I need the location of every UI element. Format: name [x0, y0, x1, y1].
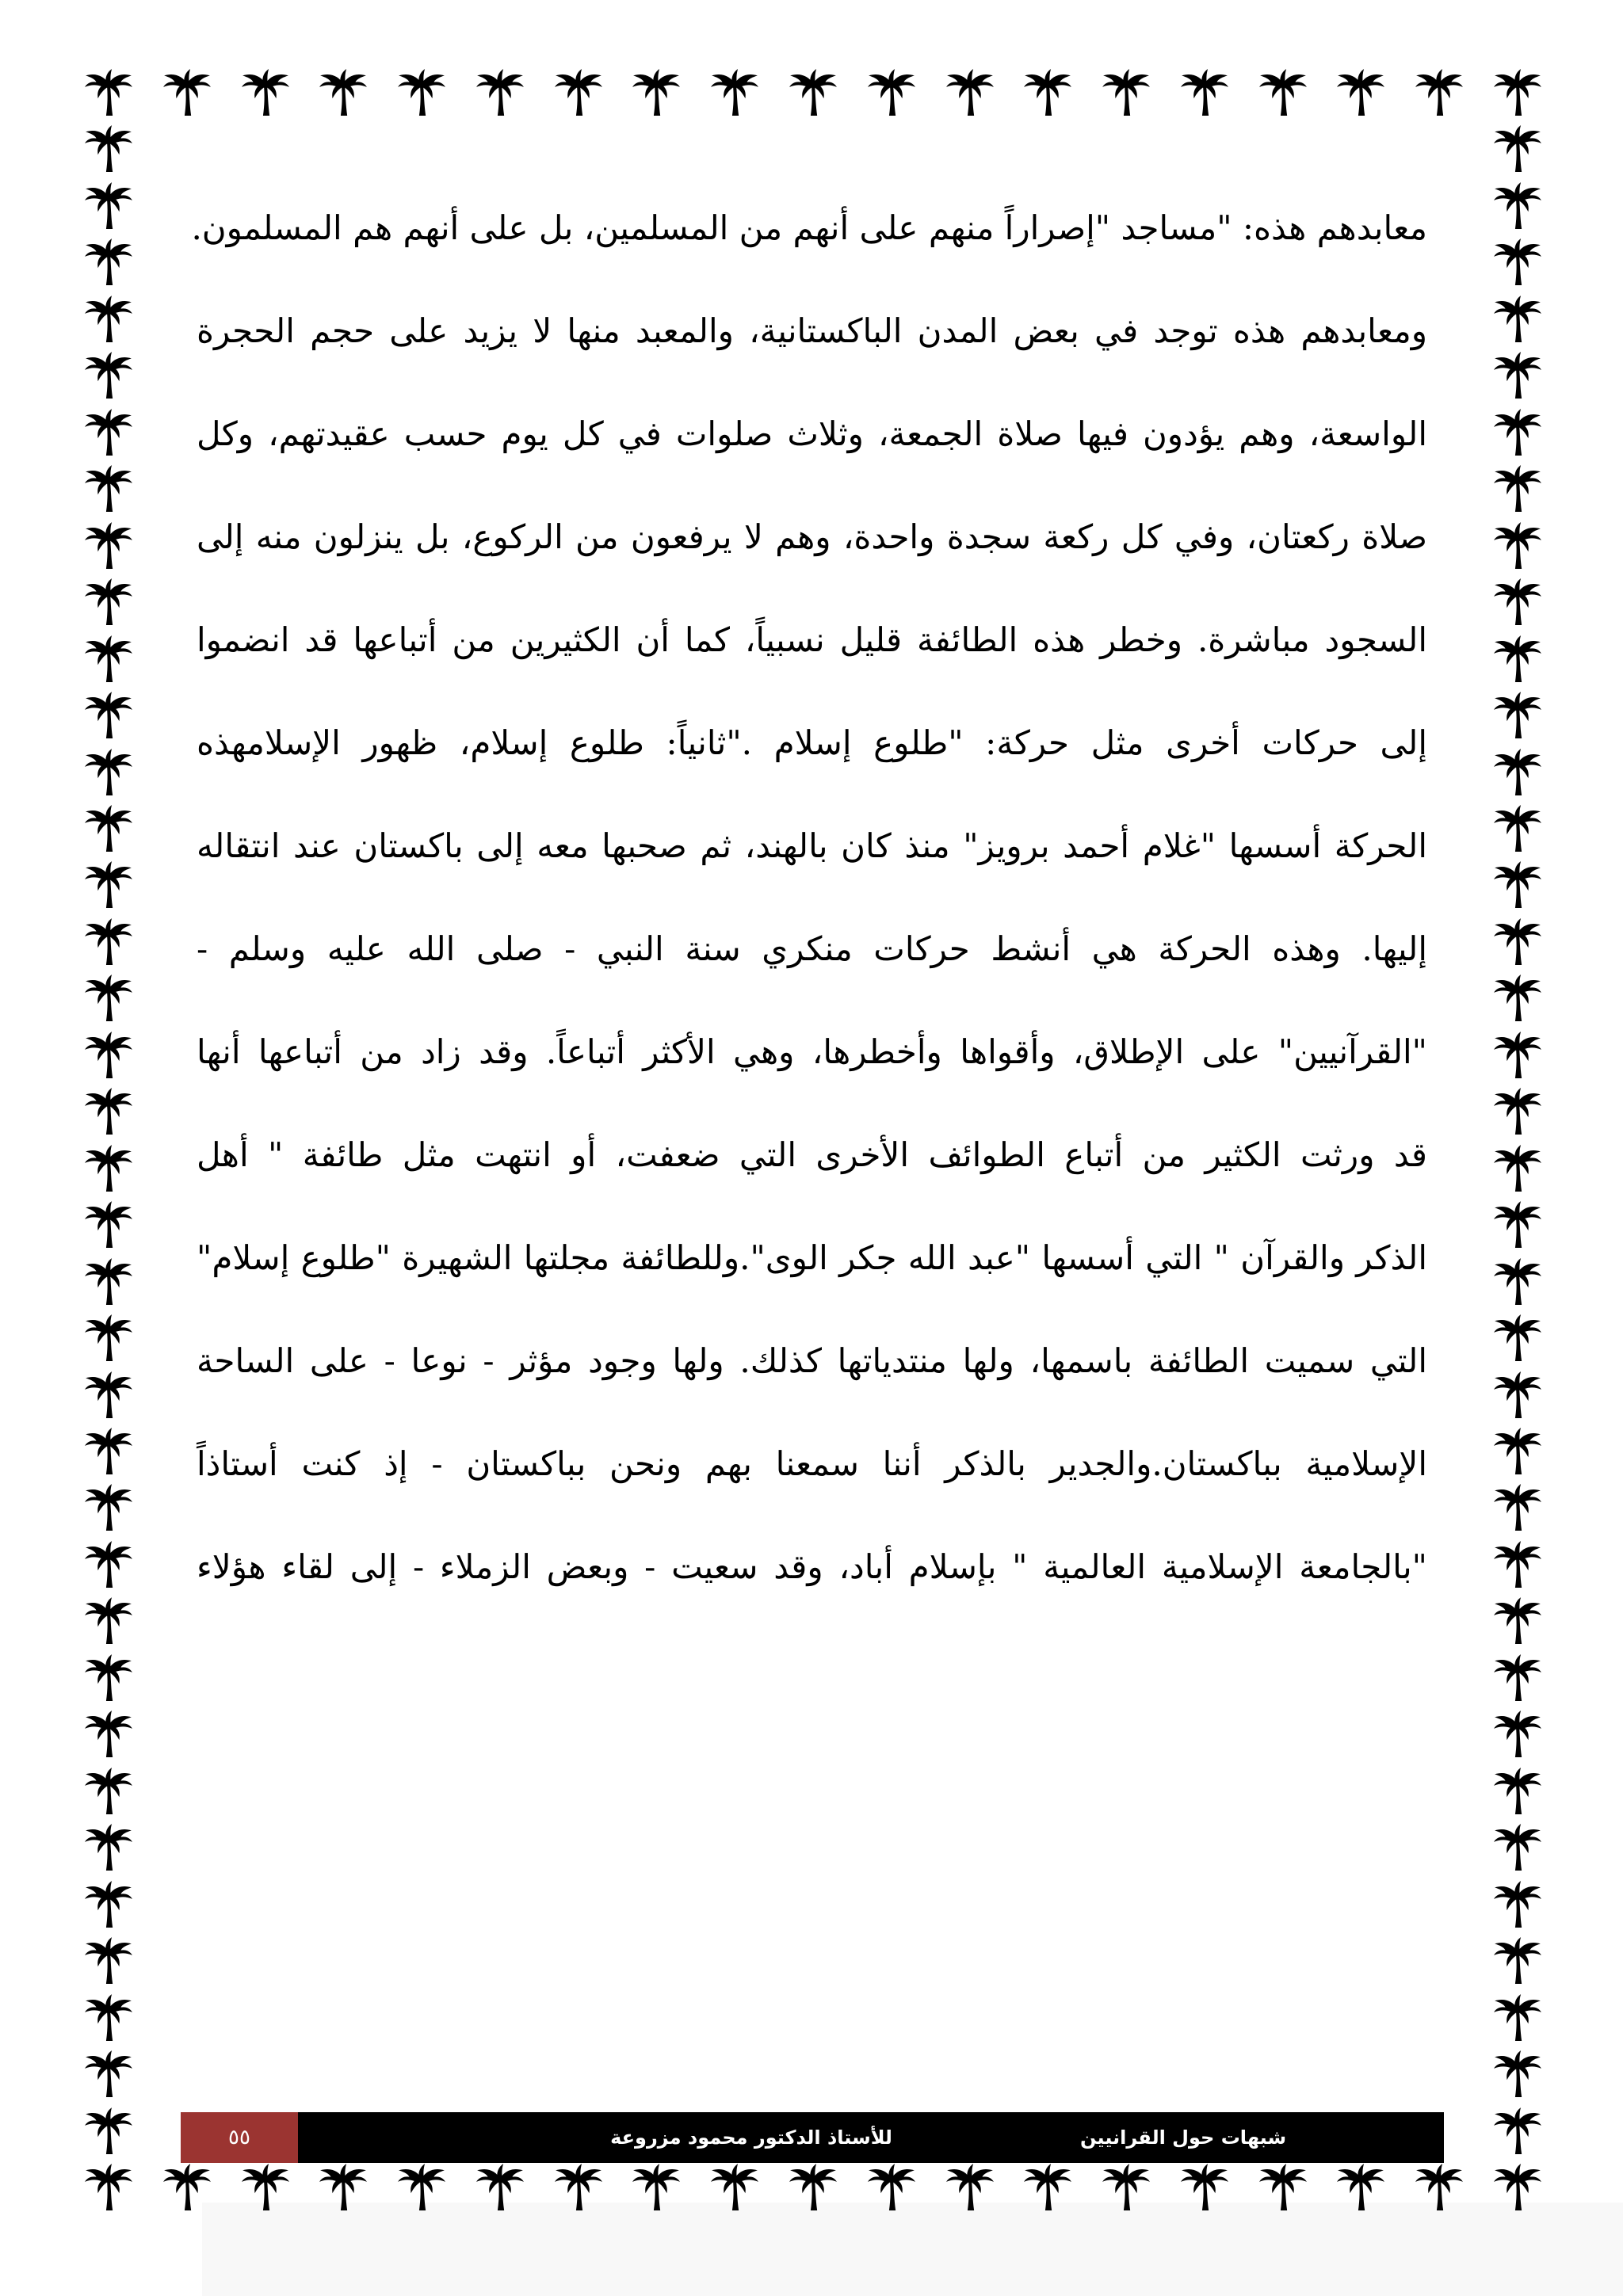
- palm-tree-icon: [1491, 65, 1544, 117]
- palm-tree-icon: [82, 2103, 135, 2156]
- text-line: الحركة أسسها "غلام أحمد برويز" منذ كان بالهند، ثم صحبها معه إلى باكستان عند انتقاله: [197, 826, 1427, 865]
- palm-tree-icon: [1491, 121, 1544, 174]
- page-number: ٥٥: [181, 2112, 298, 2163]
- text-line: "القرآنيين" على الإطلاق، وأقواها وأخطرها، وهي الأكثر أتباعاً. وقد زاد من أتباعها أنها: [197, 1032, 1427, 1071]
- text-line: صلاة ركعتان، وفي كل ركعة سجدة واحدة، وهم لا يرفعون من الركوع، بل ينزلون منه إلى: [197, 517, 1427, 556]
- palm-tree-icon: [1491, 745, 1544, 797]
- palm-tree-icon: [82, 574, 135, 627]
- palm-tree-icon: [1491, 1877, 1544, 1929]
- palm-tree-icon: [82, 631, 135, 684]
- palm-tree-icon: [1491, 1650, 1544, 1703]
- palm-tree-icon: [1335, 65, 1387, 117]
- palm-tree-icon: [1491, 1764, 1544, 1816]
- palm-tree-icon: [944, 2160, 996, 2212]
- palm-tree-icon: [1491, 518, 1544, 570]
- palm-tree-icon: [82, 1764, 135, 1816]
- palm-tree-icon: [82, 688, 135, 740]
- palm-tree-icon: [82, 801, 135, 853]
- palm-tree-icon: [474, 2160, 526, 2212]
- palm-tree-icon: [1491, 1084, 1544, 1136]
- palm-tree-icon: [1491, 801, 1544, 853]
- palm-tree-icon: [161, 65, 213, 117]
- text-line: الذكر والقرآن " التي أسسها "عبد الله جكر الوى".وللطائفة مجلتها الشهيرة "طلوع إسلام": [197, 1238, 1427, 1277]
- palm-tree-icon: [474, 65, 526, 117]
- palm-tree-icon: [82, 178, 135, 231]
- palm-tree-icon: [82, 65, 135, 117]
- palm-tree-icon: [1491, 631, 1544, 684]
- text-line: ومعابدهم هذه توجد في بعض المدن الباكستانية، والمعبد منها لا يزيد على حجم الحجرة: [197, 311, 1427, 350]
- palm-tree-icon: [552, 65, 605, 117]
- palm-tree-icon: [82, 2046, 135, 2099]
- palm-tree-icon: [1491, 2103, 1544, 2156]
- palm-tree-icon: [1491, 688, 1544, 740]
- palm-tree-icon: [82, 1650, 135, 1703]
- palm-tree-icon: [1491, 178, 1544, 231]
- palm-tree-icon: [82, 1990, 135, 2042]
- text-line: الإسلامية بباكستان.والجدير بالذكر أننا سمعنا بهم ونحن بباكستان - إذ كنت أستاذاً: [197, 1444, 1427, 1483]
- palm-tree-icon: [708, 65, 761, 117]
- document-body: [191, 208, 1427, 1650]
- palm-tree-icon: [1022, 2160, 1074, 2212]
- palm-tree-icon: [1178, 2160, 1231, 2212]
- palm-tree-icon: [82, 971, 135, 1023]
- palm-tree-icon: [1491, 292, 1544, 344]
- palm-tree-icon: [395, 2160, 448, 2212]
- footer-book-title: شبهات حول القرانيين: [1079, 2126, 1287, 2149]
- text-line: الواسعة، وهم يؤدون فيها صلاة الجمعة، وثلاث صلوات في كل يوم حسب عقيدتهم، وكل: [197, 414, 1427, 453]
- palm-tree-icon: [1491, 1254, 1544, 1306]
- palm-tree-icon: [82, 2160, 135, 2212]
- palm-tree-icon: [82, 1084, 135, 1136]
- text-line: إلى حركات أخرى مثل حركة: "طلوع إسلام ."ثانياً: طلوع إسلام، ظهور الإسلامهذه: [197, 723, 1427, 762]
- palm-tree-icon: [1491, 235, 1544, 287]
- palm-tree-icon: [82, 914, 135, 967]
- palm-tree-icon: [239, 65, 292, 117]
- footer-author: للأستاذ الدكتور محمود مزروعة: [610, 2126, 892, 2149]
- palm-tree-icon: [708, 2160, 761, 2212]
- palm-tree-icon: [1491, 857, 1544, 910]
- palm-tree-icon: [1257, 2160, 1309, 2212]
- palm-tree-icon: [1491, 1141, 1544, 1193]
- palm-tree-icon: [1491, 1707, 1544, 1759]
- palm-tree-icon: [787, 2160, 839, 2212]
- palm-tree-icon: [1100, 65, 1152, 117]
- palm-tree-icon: [1491, 1820, 1544, 1872]
- palm-tree-icon: [82, 1877, 135, 1929]
- palm-tree-icon: [1491, 2160, 1544, 2212]
- palm-tree-icon: [1491, 1933, 1544, 1985]
- text-line: إليها. وهذه الحركة هي أنشط حركات منكري سنة النبي - صلى الله عليه وسلم -: [197, 929, 1427, 968]
- palm-tree-icon: [82, 1141, 135, 1193]
- palm-tree-icon: [82, 518, 135, 570]
- palm-tree-icon: [317, 2160, 369, 2212]
- palm-tree-icon: [1491, 2046, 1544, 2099]
- palm-tree-icon: [1491, 348, 1544, 400]
- palm-tree-icon: [1413, 65, 1465, 117]
- palm-tree-icon: [82, 1820, 135, 1872]
- palm-tree-icon: [82, 1028, 135, 1080]
- palm-tree-icon: [82, 1480, 135, 1532]
- page-bottom-shade: [202, 2203, 1623, 2296]
- palm-tree-icon: [82, 348, 135, 400]
- palm-tree-icon: [82, 1933, 135, 1985]
- palm-tree-icon: [82, 1537, 135, 1589]
- palm-tree-icon: [1491, 1990, 1544, 2042]
- palm-tree-icon: [82, 461, 135, 513]
- text-line: السجود مباشرة. وخطر هذه الطائفة قليل نسبياً، كما أن الكثيرين من أتباعها قد انضموا: [197, 620, 1427, 659]
- palm-tree-icon: [82, 235, 135, 287]
- palm-tree-icon: [630, 2160, 682, 2212]
- palm-tree-icon: [82, 292, 135, 344]
- text-line: معابدهم هذه: "مساجد "إصراراً منهم على أنهم من المسلمين، بل على أنهم هم المسلمون.: [191, 208, 1427, 247]
- palm-tree-icon: [82, 745, 135, 797]
- palm-tree-icon: [1413, 2160, 1465, 2212]
- palm-tree-icon: [1257, 65, 1309, 117]
- palm-tree-icon: [1491, 461, 1544, 513]
- palm-tree-icon: [82, 1367, 135, 1420]
- palm-tree-icon: [1491, 914, 1544, 967]
- palm-tree-icon: [82, 857, 135, 910]
- palm-tree-icon: [161, 2160, 213, 2212]
- palm-tree-icon: [1491, 1310, 1544, 1363]
- palm-tree-icon: [865, 2160, 918, 2212]
- palm-tree-icon: [865, 65, 918, 117]
- palm-tree-icon: [82, 1310, 135, 1363]
- palm-tree-icon: [82, 1424, 135, 1476]
- palm-tree-icon: [82, 405, 135, 457]
- palm-tree-icon: [944, 65, 996, 117]
- palm-tree-icon: [395, 65, 448, 117]
- palm-tree-icon: [787, 65, 839, 117]
- text-line: التي سميت الطائفة باسمها، ولها منتدياتها كذلك. ولها وجود مؤثر - نوعا - على الساحة: [197, 1341, 1427, 1380]
- palm-tree-icon: [1491, 971, 1544, 1023]
- palm-tree-icon: [1178, 65, 1231, 117]
- text-line: "بالجامعة الإسلامية العالمية " بإسلام أباد، وقد سعيت - وبعض الزملاء - إلى لقاء هؤلاء: [197, 1547, 1427, 1586]
- palm-tree-icon: [1022, 65, 1074, 117]
- palm-tree-icon: [82, 121, 135, 174]
- palm-tree-icon: [1491, 1367, 1544, 1420]
- palm-tree-icon: [1100, 2160, 1152, 2212]
- palm-tree-icon: [239, 2160, 292, 2212]
- palm-tree-icon: [1491, 1480, 1544, 1532]
- palm-tree-icon: [1335, 2160, 1387, 2212]
- text-line: قد ورثت الكثير من أتباع الطوائف الأخرى التي ضعفت، أو انتهت مثل طائفة " أهل: [197, 1135, 1427, 1174]
- palm-tree-icon: [1491, 574, 1544, 627]
- palm-tree-icon: [1491, 405, 1544, 457]
- palm-tree-icon: [552, 2160, 605, 2212]
- palm-tree-icon: [1491, 1593, 1544, 1646]
- palm-tree-icon: [82, 1707, 135, 1759]
- palm-tree-icon: [82, 1254, 135, 1306]
- page-footer: [181, 2112, 1444, 2163]
- palm-tree-icon: [1491, 1197, 1544, 1249]
- palm-tree-icon: [630, 65, 682, 117]
- palm-tree-icon: [82, 1593, 135, 1646]
- palm-tree-icon: [1491, 1424, 1544, 1476]
- palm-tree-icon: [1491, 1028, 1544, 1080]
- palm-tree-icon: [317, 65, 369, 117]
- palm-tree-icon: [82, 1197, 135, 1249]
- palm-tree-icon: [1491, 1537, 1544, 1589]
